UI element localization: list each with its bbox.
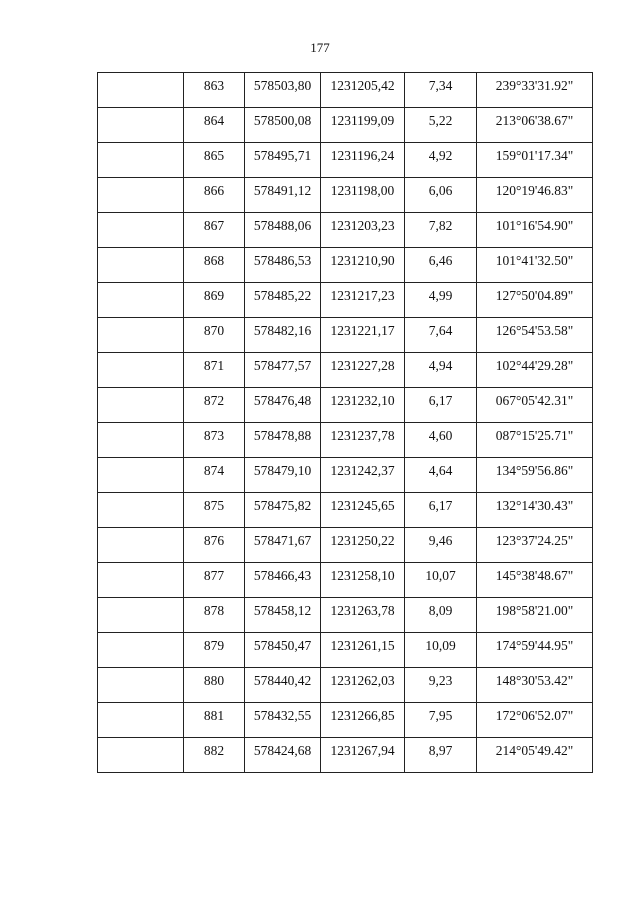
page-number: 177 bbox=[310, 40, 330, 55]
direction-angle-cell: 132°14'30.43" bbox=[477, 493, 593, 528]
distance-cell: 6,06 bbox=[405, 178, 477, 213]
distance-cell: 7,64 bbox=[405, 318, 477, 353]
y-coordinate-cell: 1231266,85 bbox=[321, 703, 405, 738]
distance-cell: 4,64 bbox=[405, 458, 477, 493]
distance-cell: 4,99 bbox=[405, 283, 477, 318]
point-number-cell: 872 bbox=[184, 388, 245, 423]
y-coordinate-cell: 1231198,00 bbox=[321, 178, 405, 213]
y-coordinate-cell: 1231199,09 bbox=[321, 108, 405, 143]
blank-cell bbox=[98, 598, 184, 633]
distance-cell: 9,46 bbox=[405, 528, 477, 563]
direction-angle-cell: 102°44'29.28" bbox=[477, 353, 593, 388]
distance-cell: 4,94 bbox=[405, 353, 477, 388]
blank-cell bbox=[98, 143, 184, 178]
y-coordinate-cell: 1231258,10 bbox=[321, 563, 405, 598]
distance-cell: 6,17 bbox=[405, 388, 477, 423]
distance-cell: 10,07 bbox=[405, 563, 477, 598]
point-number-cell: 867 bbox=[184, 213, 245, 248]
table-row bbox=[98, 528, 593, 563]
x-coordinate-cell: 578424,68 bbox=[245, 738, 321, 773]
table-row bbox=[98, 668, 593, 703]
x-coordinate-cell: 578471,67 bbox=[245, 528, 321, 563]
y-coordinate-cell: 1231267,94 bbox=[321, 738, 405, 773]
point-number-cell: 874 bbox=[184, 458, 245, 493]
y-coordinate-cell: 1231227,28 bbox=[321, 353, 405, 388]
distance-cell: 8,09 bbox=[405, 598, 477, 633]
point-number-cell: 877 bbox=[184, 563, 245, 598]
point-number-cell: 882 bbox=[184, 738, 245, 773]
y-coordinate-cell: 1231261,15 bbox=[321, 633, 405, 668]
blank-cell bbox=[98, 388, 184, 423]
y-coordinate-cell: 1231221,17 bbox=[321, 318, 405, 353]
direction-angle-cell: 126°54'53.58" bbox=[477, 318, 593, 353]
direction-angle-cell: 213°06'38.67" bbox=[477, 108, 593, 143]
x-coordinate-cell: 578475,82 bbox=[245, 493, 321, 528]
point-number-cell: 868 bbox=[184, 248, 245, 283]
y-coordinate-cell: 1231250,22 bbox=[321, 528, 405, 563]
x-coordinate-cell: 578479,10 bbox=[245, 458, 321, 493]
direction-angle-cell: 214°05'49.42" bbox=[477, 738, 593, 773]
y-coordinate-cell: 1231245,65 bbox=[321, 493, 405, 528]
point-number-cell: 871 bbox=[184, 353, 245, 388]
x-coordinate-cell: 578458,12 bbox=[245, 598, 321, 633]
x-coordinate-cell: 578478,88 bbox=[245, 423, 321, 458]
x-coordinate-cell: 578466,43 bbox=[245, 563, 321, 598]
point-number-cell: 876 bbox=[184, 528, 245, 563]
y-coordinate-cell: 1231203,23 bbox=[321, 213, 405, 248]
x-coordinate-cell: 578488,06 bbox=[245, 213, 321, 248]
x-coordinate-cell: 578476,48 bbox=[245, 388, 321, 423]
direction-angle-cell: 101°16'54.90" bbox=[477, 213, 593, 248]
distance-cell: 4,60 bbox=[405, 423, 477, 458]
direction-angle-cell: 198°58'21.00" bbox=[477, 598, 593, 633]
y-coordinate-cell: 1231262,03 bbox=[321, 668, 405, 703]
table-row bbox=[98, 493, 593, 528]
x-coordinate-cell: 578503,80 bbox=[245, 73, 321, 108]
direction-angle-cell: 174°59'44.95" bbox=[477, 633, 593, 668]
x-coordinate-cell: 578486,53 bbox=[245, 248, 321, 283]
blank-cell bbox=[98, 353, 184, 388]
y-coordinate-cell: 1231196,24 bbox=[321, 143, 405, 178]
blank-cell bbox=[98, 108, 184, 143]
table-row bbox=[98, 248, 593, 283]
distance-cell: 7,34 bbox=[405, 73, 477, 108]
blank-cell bbox=[98, 703, 184, 738]
table-row bbox=[98, 108, 593, 143]
point-number-cell: 863 bbox=[184, 73, 245, 108]
direction-angle-cell: 123°37'24.25" bbox=[477, 528, 593, 563]
table-body bbox=[98, 73, 593, 773]
blank-cell bbox=[98, 318, 184, 353]
table-row bbox=[98, 388, 593, 423]
y-coordinate-cell: 1231217,23 bbox=[321, 283, 405, 318]
x-coordinate-cell: 578440,42 bbox=[245, 668, 321, 703]
table-row bbox=[98, 423, 593, 458]
table-row bbox=[98, 213, 593, 248]
table-row bbox=[98, 283, 593, 318]
table-row bbox=[98, 633, 593, 668]
table-row bbox=[98, 598, 593, 633]
x-coordinate-cell: 578432,55 bbox=[245, 703, 321, 738]
blank-cell bbox=[98, 283, 184, 318]
blank-cell bbox=[98, 563, 184, 598]
y-coordinate-cell: 1231232,10 bbox=[321, 388, 405, 423]
y-coordinate-cell: 1231237,78 bbox=[321, 423, 405, 458]
direction-angle-cell: 159°01'17.34" bbox=[477, 143, 593, 178]
distance-cell: 6,17 bbox=[405, 493, 477, 528]
x-coordinate-cell: 578482,16 bbox=[245, 318, 321, 353]
blank-cell bbox=[98, 528, 184, 563]
x-coordinate-cell: 578500,08 bbox=[245, 108, 321, 143]
point-number-cell: 875 bbox=[184, 493, 245, 528]
table-row bbox=[98, 563, 593, 598]
distance-cell: 9,23 bbox=[405, 668, 477, 703]
blank-cell bbox=[98, 73, 184, 108]
table-row bbox=[98, 703, 593, 738]
direction-angle-cell: 145°38'48.67" bbox=[477, 563, 593, 598]
blank-cell bbox=[98, 458, 184, 493]
direction-angle-cell: 101°41'32.50" bbox=[477, 248, 593, 283]
table-row bbox=[98, 143, 593, 178]
distance-cell: 8,97 bbox=[405, 738, 477, 773]
blank-cell bbox=[98, 668, 184, 703]
x-coordinate-cell: 578495,71 bbox=[245, 143, 321, 178]
blank-cell bbox=[98, 738, 184, 773]
blank-cell bbox=[98, 633, 184, 668]
direction-angle-cell: 120°19'46.83" bbox=[477, 178, 593, 213]
blank-cell bbox=[98, 178, 184, 213]
point-number-cell: 881 bbox=[184, 703, 245, 738]
y-coordinate-cell: 1231210,90 bbox=[321, 248, 405, 283]
distance-cell: 10,09 bbox=[405, 633, 477, 668]
coordinates-table bbox=[97, 72, 593, 773]
table-row bbox=[98, 458, 593, 493]
table-row bbox=[98, 178, 593, 213]
point-number-cell: 866 bbox=[184, 178, 245, 213]
y-coordinate-cell: 1231263,78 bbox=[321, 598, 405, 633]
blank-cell bbox=[98, 423, 184, 458]
blank-cell bbox=[98, 213, 184, 248]
direction-angle-cell: 172°06'52.07" bbox=[477, 703, 593, 738]
point-number-cell: 864 bbox=[184, 108, 245, 143]
distance-cell: 6,46 bbox=[405, 248, 477, 283]
point-number-cell: 879 bbox=[184, 633, 245, 668]
x-coordinate-cell: 578485,22 bbox=[245, 283, 321, 318]
direction-angle-cell: 148°30'53.42" bbox=[477, 668, 593, 703]
point-number-cell: 870 bbox=[184, 318, 245, 353]
point-number-cell: 865 bbox=[184, 143, 245, 178]
x-coordinate-cell: 578477,57 bbox=[245, 353, 321, 388]
distance-cell: 7,82 bbox=[405, 213, 477, 248]
y-coordinate-cell: 1231242,37 bbox=[321, 458, 405, 493]
distance-cell: 4,92 bbox=[405, 143, 477, 178]
direction-angle-cell: 067°05'42.31" bbox=[477, 388, 593, 423]
x-coordinate-cell: 578491,12 bbox=[245, 178, 321, 213]
direction-angle-cell: 239°33'31.92" bbox=[477, 73, 593, 108]
table-row bbox=[98, 738, 593, 773]
distance-cell: 7,95 bbox=[405, 703, 477, 738]
point-number-cell: 873 bbox=[184, 423, 245, 458]
table-row bbox=[98, 318, 593, 353]
blank-cell bbox=[98, 493, 184, 528]
distance-cell: 5,22 bbox=[405, 108, 477, 143]
point-number-cell: 880 bbox=[184, 668, 245, 703]
point-number-cell: 878 bbox=[184, 598, 245, 633]
point-number-cell: 869 bbox=[184, 283, 245, 318]
direction-angle-cell: 134°59'56.86" bbox=[477, 458, 593, 493]
direction-angle-cell: 087°15'25.71" bbox=[477, 423, 593, 458]
table-row bbox=[98, 353, 593, 388]
direction-angle-cell: 127°50'04.89" bbox=[477, 283, 593, 318]
blank-cell bbox=[98, 248, 184, 283]
y-coordinate-cell: 1231205,42 bbox=[321, 73, 405, 108]
x-coordinate-cell: 578450,47 bbox=[245, 633, 321, 668]
table-row bbox=[98, 73, 593, 108]
